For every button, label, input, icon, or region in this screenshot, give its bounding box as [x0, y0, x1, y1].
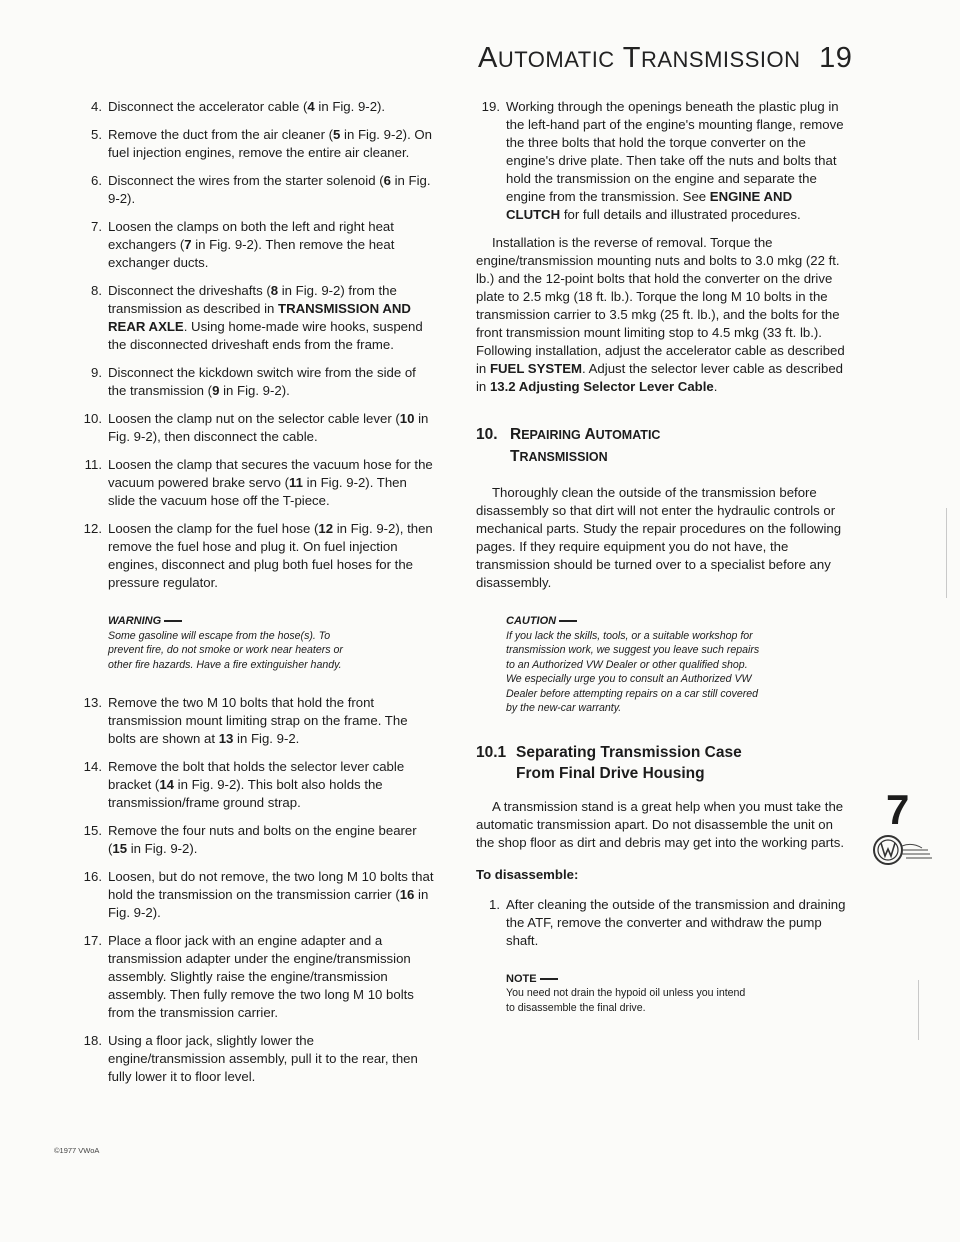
- subsection-number: 10.1: [476, 743, 507, 761]
- step-item: [78, 932, 434, 1022]
- bold-ref: 15: [112, 841, 128, 856]
- section-word-cap3: T: [510, 448, 520, 465]
- bold-ref: 9: [212, 383, 220, 398]
- step-text: Disconnect the kickdown switch wire from the side of the transmission (9 in Fig. 9-2).: [108, 365, 416, 398]
- warning-label: WARNING: [108, 614, 182, 629]
- step-item: [78, 172, 434, 208]
- caution-label: CAUTION: [506, 614, 577, 629]
- bold-ref: 12: [318, 521, 334, 536]
- section-heading-10: [476, 424, 848, 468]
- step-number: 1.: [489, 896, 500, 912]
- section-heading-10-1: [476, 742, 848, 784]
- bold-ref: 13.2 Adjusting Selector Lever Cable: [489, 379, 714, 394]
- right-column: [476, 98, 848, 1037]
- section-word-rest3: RANSMISSION: [519, 450, 608, 464]
- step-text: Disconnect the wires from the starter solenoid (6 in Fig. 9-2).: [108, 173, 431, 206]
- step-item: [78, 282, 434, 354]
- subsection-title-line2: From Final Drive Housing: [516, 764, 705, 782]
- bold-ref: 10: [399, 411, 415, 426]
- step-number: 4.: [91, 99, 102, 114]
- running-head: [478, 42, 852, 75]
- steps-list-2: [78, 694, 434, 1086]
- note-label: NOTE: [506, 972, 558, 987]
- section-word-rest2: UTOMATIC: [595, 428, 661, 442]
- header-title-cap2: T: [622, 42, 641, 74]
- vw-logo-icon: [872, 832, 934, 868]
- step-item: [78, 868, 434, 922]
- section-word-rest: EPAIRING: [521, 428, 581, 442]
- note-text: You need not drain the hypoid oil unless you intend to disassemble the final drive.: [506, 987, 746, 1014]
- bold-ref: 11: [289, 475, 303, 490]
- step-item: [78, 218, 434, 272]
- step-item: [78, 822, 434, 858]
- disassemble-steps: [476, 896, 848, 950]
- step-text: Disconnect the accelerator cable (4 in Fig. 9-2).: [108, 99, 386, 114]
- section-word-cap: R: [510, 426, 522, 443]
- step-number: 17.: [83, 933, 102, 948]
- section101-paragraph: A transmission stand is a great help when you must take the automatic transmission apart. Do not disassemble the unit on the shop floor as dirt and debris may get into the working parts.: [476, 798, 844, 850]
- step-text: After cleaning the outside of the transmission and draining the ATF, remove the converter and withdraw the pump shaft.: [506, 896, 846, 948]
- bold-ref: 14: [159, 777, 174, 792]
- bold-ref: 8: [270, 283, 279, 298]
- step-item: [78, 456, 434, 510]
- bold-ref: 6: [383, 173, 391, 188]
- step-item: [78, 694, 434, 748]
- step-text: Disconnect the driveshafts (8 in Fig. 9-2) from the transmission as described in TRANSMISSION AND REAR AXLE. Using home-made wire hooks, suspend the disconnected driveshaft ends from the frame.: [108, 283, 423, 352]
- step-number: 15.: [83, 823, 102, 838]
- header-title-cap: A: [478, 42, 498, 74]
- bold-ref: 5: [333, 127, 341, 142]
- step-number: 9.: [91, 365, 102, 380]
- step-number: 19.: [481, 99, 500, 114]
- step-item: [78, 1032, 434, 1086]
- note-box: [506, 972, 746, 1016]
- step-text: Remove the two M 10 bolts that hold the front transmission mount limiting strap on the frame. The bolts are shown at 13 in Fig. 9-2.: [108, 695, 408, 746]
- header-title-rest2: RANSMISSION: [640, 47, 801, 72]
- step-text: Loosen the clamps on both the left and right heat exchangers (7 in Fig. 9-2). Then remove the heat exchanger ducts.: [108, 219, 395, 270]
- bold-ref: FUEL SYSTEM: [489, 361, 583, 376]
- warning-text: Some gasoline will escape from the hose(s). To prevent fire, do not smoke or work near heaters or other fire hazards. Have a fire extinguisher handy.: [108, 629, 343, 671]
- step-number: 14.: [83, 759, 102, 774]
- chapter-tab: [872, 788, 934, 873]
- step-text: Remove the duct from the air cleaner (5 in Fig. 9-2). On fuel injection engines, remove the entire air cleaner.: [108, 127, 432, 160]
- step-item: [78, 410, 434, 446]
- bold-ref: 16: [399, 887, 415, 902]
- step-item: [78, 98, 434, 116]
- copyright-footer: ©1977 VWoA: [54, 1146, 100, 1155]
- bold-ref: 13: [218, 731, 234, 746]
- step-number: 11.: [84, 457, 102, 472]
- section10-paragraph: Thoroughly clean the outside of the transmission before disassembly so that dirt will not enter the hydraulic controls or mechanical parts. Study the repair procedures on the following pages. If they require equipment you do not have, the transmission should be turned over to a specialist before any disassembly.: [476, 485, 842, 590]
- section-word-cap2: A: [584, 426, 596, 443]
- left-column: [78, 98, 434, 1096]
- step-text: Loosen the clamp nut on the selector cable lever (10 in Fig. 9-2), then disconnect the cable.: [108, 411, 429, 444]
- step-text: Remove the bolt that holds the selector lever cable bracket (14 in Fig. 9-2). This bolt also holds the transmission/frame ground strap.: [108, 759, 405, 810]
- header-title-rest: UTOMATIC: [497, 47, 615, 72]
- step-text: Remove the four nuts and bolts on the engine bearer (15 in Fig. 9-2).: [108, 823, 417, 856]
- step-number: 8.: [91, 283, 102, 298]
- step-text: Loosen the clamp for the fuel hose (12 in Fig. 9-2), then remove the fuel hose and plug it. On fuel injection engines, disconnect and plug both fuel hoses for the pressure regulator.: [108, 521, 433, 590]
- step-item: [78, 364, 434, 400]
- page-number: 19: [819, 42, 853, 74]
- step-text: Place a floor jack with an engine adapter and a transmission adapter under the engine/transmission assembly. Slightly raise the engine/transmission assembly. Then fully remove the two long M 10 bolts from the transmission carrier.: [108, 933, 414, 1020]
- subsection-title-line1: Separating Transmission Case: [516, 743, 742, 761]
- caution-box: [506, 614, 766, 716]
- step-item: [78, 520, 434, 592]
- steps-list: [78, 98, 434, 592]
- chapter-tab-number: 7: [886, 786, 910, 833]
- disassemble-label: To disassemble:: [476, 866, 579, 882]
- step-number: 16.: [83, 869, 102, 884]
- bold-ref: 4: [307, 99, 315, 114]
- bold-ref: ENGINE AND CLUTCH: [506, 189, 793, 222]
- step-number: 10.: [83, 411, 102, 426]
- installation-paragraph: Installation is the reverse of removal. Torque the engine/transmission mounting nuts and bolts to 3.0 mkg (22 ft. lb.) and the 12-point bolts that hold the converter on the drive plate to 2.5 mkg (18 ft. lb.). Torque the long M 10 bolts in the transmission carrier to 3.5 mkg (25 ft. lb.), and the bolts for the front transmission mount limiting stop to 4.5 mkg (33 ft. lb.). Following installation, adjust the accelerator cable as described in FUEL SYSTEM. Adjust the selector lever cable as described in 13.2 Adjusting Selector Lever Cable.: [476, 235, 845, 394]
- bold-ref: 7: [184, 237, 192, 252]
- step-text: Loosen the clamp that secures the vacuum hose for the vacuum powered brake servo (11 in Fig. 9-2). Then slide the vacuum hose off the T-piece.: [108, 457, 433, 508]
- step-text: Working through the openings beneath the plastic plug in the left-hand part of the engine's mounting flange, remove the three bolts that hold the torque converter on the engine's drive plate. Then take off the nuts and bolts that hold the transmission on the engine and separate the engine from the transmission. See ENGINE AND CLUTCH for full details and illustrated procedures.: [506, 99, 844, 222]
- step-number: 12.: [83, 521, 102, 536]
- scan-edge-mark: [918, 980, 919, 1040]
- step-text: Loosen, but do not remove, the two long M 10 bolts that hold the transmission on the transmission carrier (16 in Fig. 9-2).: [108, 869, 434, 920]
- step-item: [476, 896, 848, 950]
- steps-list-right: [476, 98, 848, 224]
- bold-ref: TRANSMISSION AND REAR AXLE: [108, 301, 411, 334]
- step-number: 7.: [91, 219, 102, 234]
- step-number: 6.: [91, 173, 102, 188]
- warning-box: [108, 614, 368, 672]
- step-number: 13.: [83, 695, 102, 710]
- step-item: [78, 126, 434, 162]
- step-number: 18.: [83, 1033, 102, 1048]
- scan-edge-mark: [946, 508, 947, 598]
- caution-text: If you lack the skills, tools, or a suitable workshop for transmission work, we suggest you leave such repairs to an Authorized VW Dealer or other qualified shop. We especially urge you to consult an Authorized VW Dealer before attempting repairs on a car still covered by the new-car warranty.: [506, 629, 760, 714]
- step-text: Using a floor jack, slightly lower the engine/transmission assembly, pull it to the rear, then fully lower it to floor level.: [108, 1033, 418, 1084]
- step-item: [78, 758, 434, 812]
- step-item: [476, 98, 848, 224]
- step-number: 5.: [91, 127, 102, 142]
- section-number: 10.: [476, 426, 498, 443]
